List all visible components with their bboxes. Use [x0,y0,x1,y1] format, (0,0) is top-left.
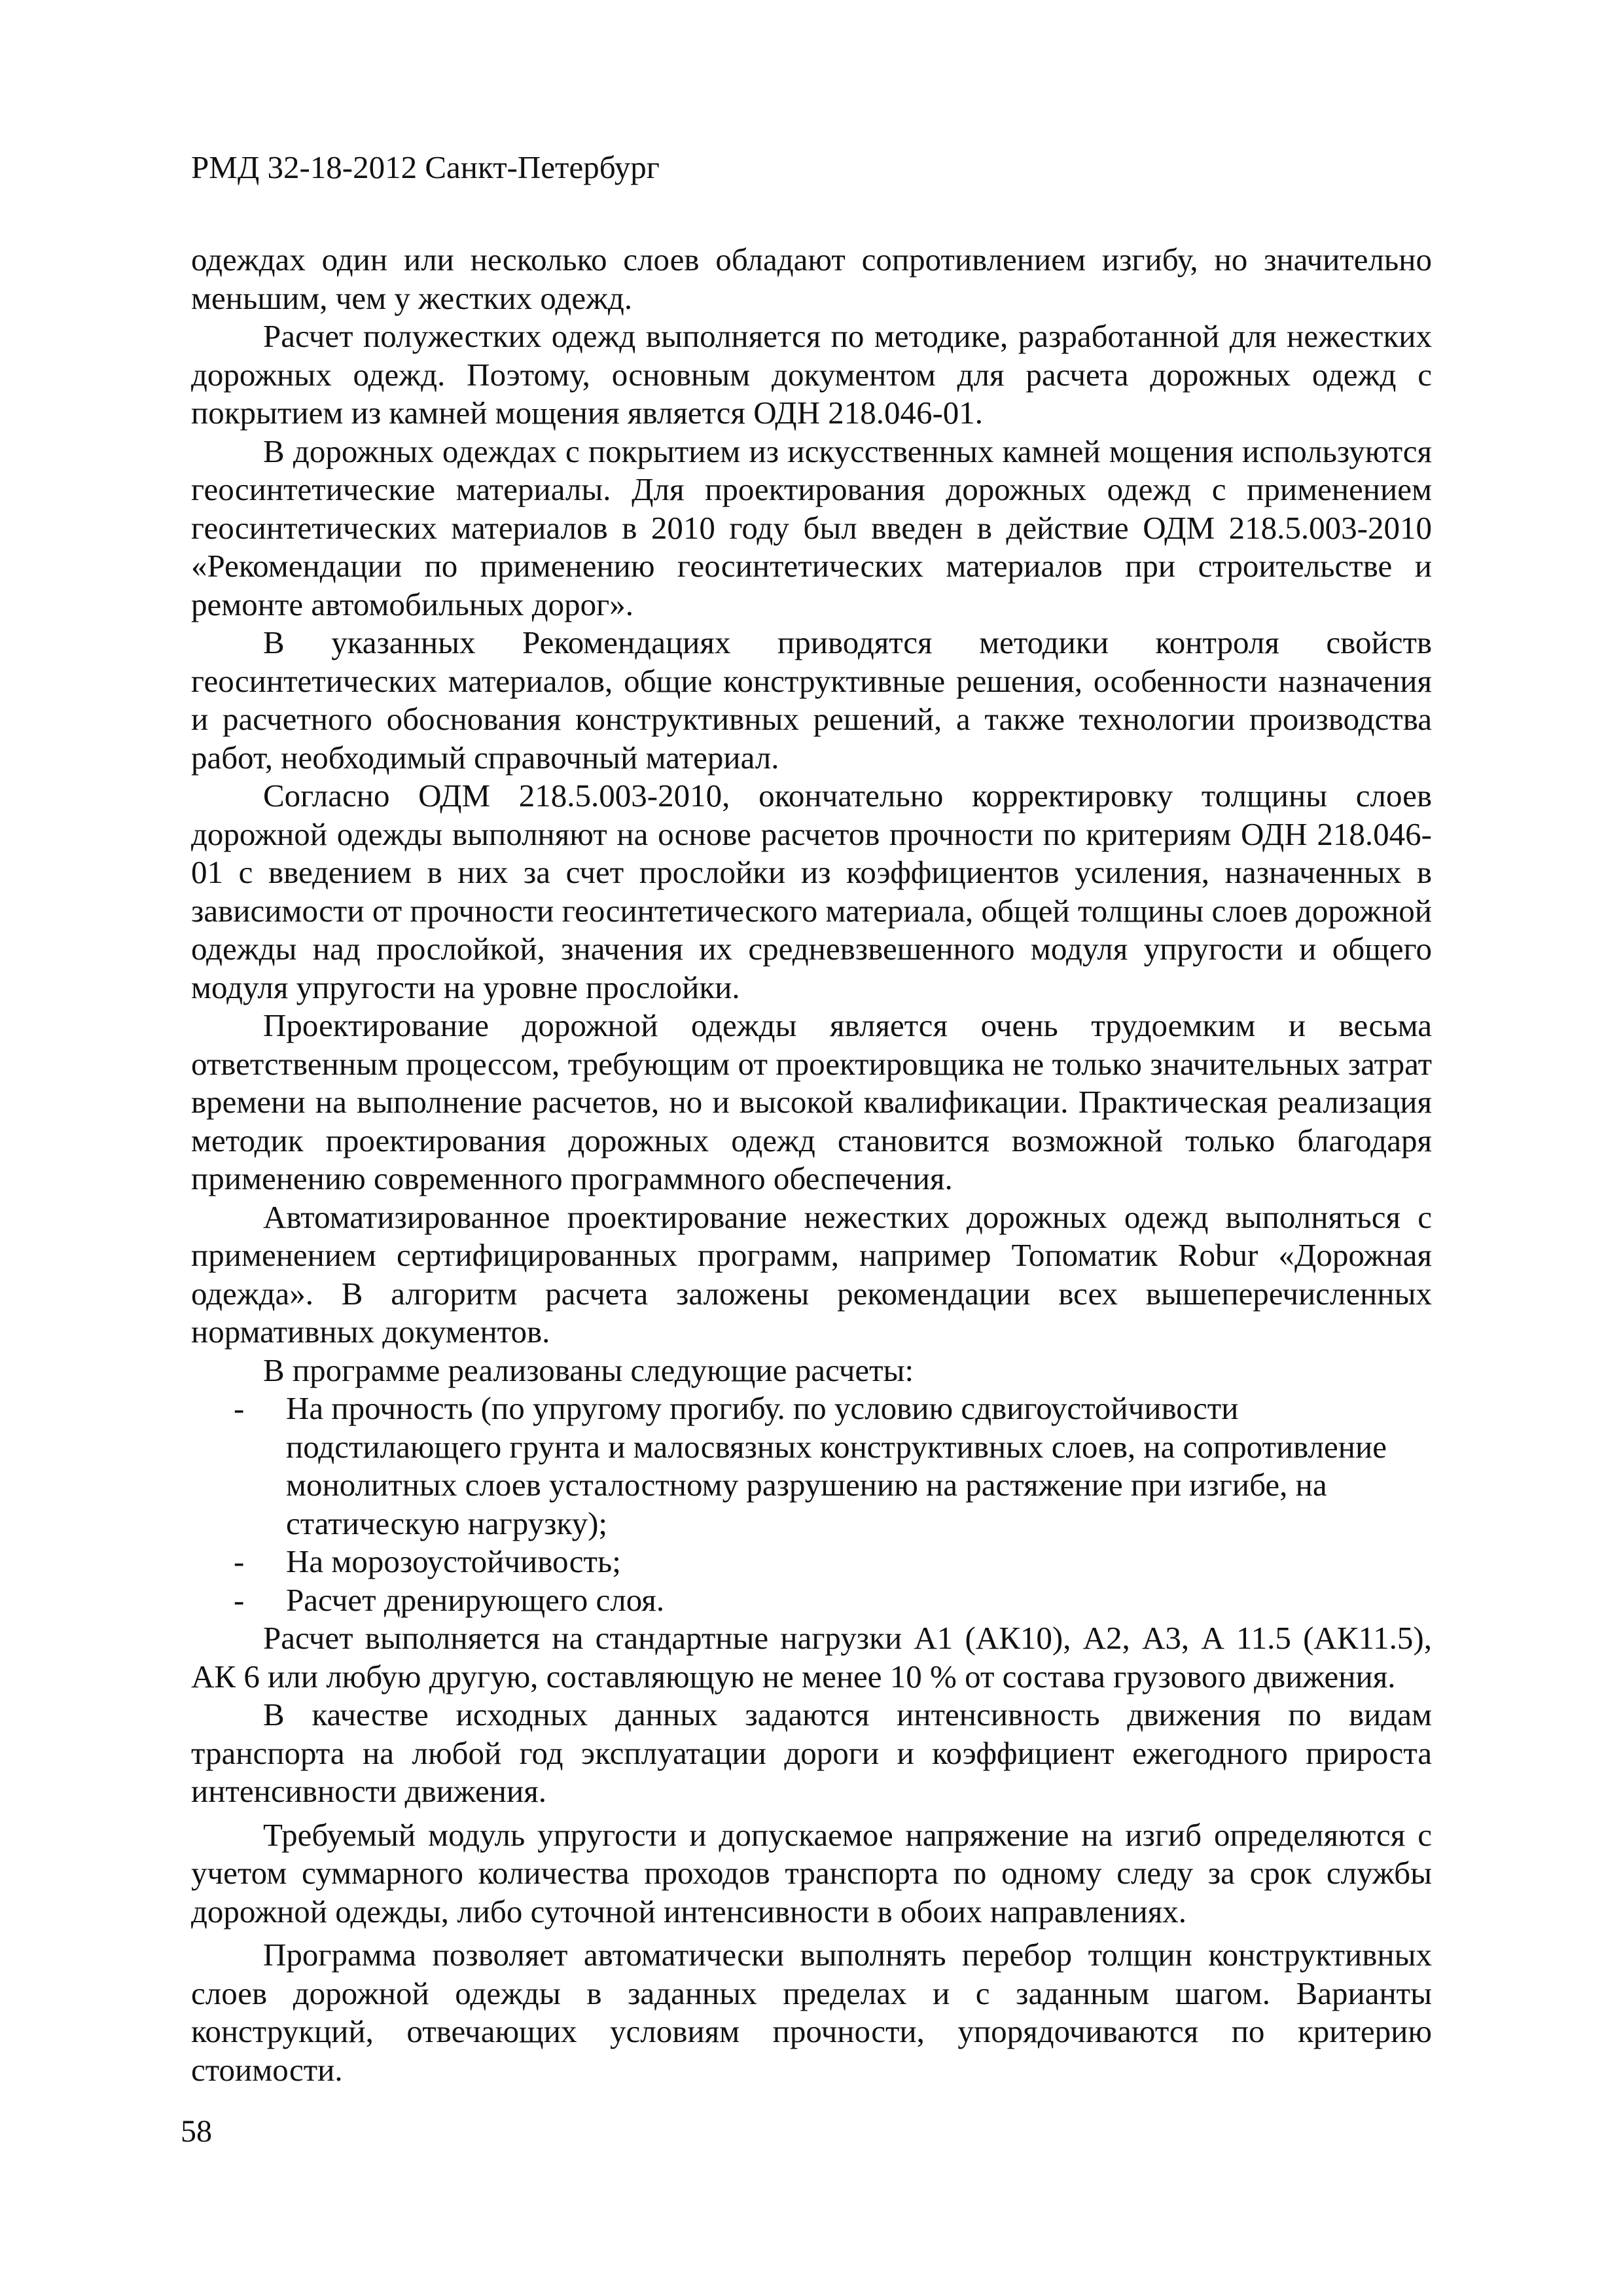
list-item [191,1390,1432,1543]
calculation-list [191,1390,1432,1619]
list-marker: - [234,1543,245,1579]
paragraph: Программа позволяет автоматически выполнять перебор толщин конструктивных слоев дорожной одежды в заданных пределах и с заданным шагом. Варианты конструкций, отвечающих условиям прочности, упорядочиваются по критерию стоимости. [191,1937,1432,2088]
running-header: РМД 32-18-2012 Санкт-Петербург [191,149,660,185]
paragraph: Расчет полужестких одежд выполняется по методике, разработанной для нежестких дорожных одежд. Поэтому, основным документом для расчета дорожных одежд с покрытием из камней мощения является ОДН 218.046-01. [191,318,1432,431]
list-marker: - [234,1581,245,1618]
paragraph: Автоматизированное проектирование нежестких дорожных одежд выполняться с применением сертифицированных программ, например Топоматик Robur «Дорожная одежда». В алгоритм расчета заложены рекомендации всех вышеперечисленных нормативных документов. [191,1198,1432,1350]
paragraph-continuation: одеждах один или несколько слоев обладают сопротивлением изгибу, но значительно меньшим, чем у жестких одежд. [191,242,1432,316]
list-item [191,1543,1432,1581]
page-number: 58 [181,2114,212,2149]
list-intro: В программе реализованы следующие расчеты: [263,1352,914,1388]
paragraph: Требуемый модуль упругости и допускаемое напряжение на изгиб определяются с учетом суммарного количества проходов транспорта по одному следу за срок службы дорожной одежды, либо суточной интенсивности в обоих направлениях. [191,1816,1432,1929]
list-item-text: Расчет дренирующего слоя. [286,1581,665,1618]
list-item-text: На прочность (по упругому прогибу. по условию сдвигоустойчивости подстилающего грунта и малосвязных конструктивных слоев, на сопротивление монолитных слоев усталостному разрушению на растяжение при изгибе, на статическую нагрузку); [286,1390,1387,1541]
body-text [191,241,1432,2089]
list-item-text: На морозоустойчивость; [286,1543,621,1579]
paragraph: Проектирование дорожной одежды является очень трудоемким и весьма ответственным процессом, требующим от проектировщика не только значительных затрат времени на выполнение расчетов, но и высокой квалификации. Практическая реализация методик проектирования дорожных одежд становится возможной только благодаря применению современного программного обеспечения. [191,1007,1432,1196]
paragraph: В качестве исходных данных задаются интенсивность движения по видам транспорта на любой год эксплуатации дороги и коэффициент ежегодного прироста интенсивности движения. [191,1696,1432,1809]
paragraph: Согласно ОДМ 218.5.003-2010, окончательно корректировку толщины слоев дорожной одежды выполняют на основе расчетов прочности по критериям ОДН 218.046-01 с введением в них за счет прослойки из коэффициентов усиления, назначенных в зависимости от прочности геосинтетического материала, общей толщины слоев дорожной одежды над прослойкой, значения их средневзвешенного модуля упругости и общего модуля упругости на уровне прослойки. [191,778,1432,1005]
paragraph: В дорожных одеждах с покрытием из искусственных камней мощения используются геосинтетические материалы. Для проектирования дорожных одежд с применением геосинтетических материалов в 2010 году был введен в действие ОДМ 218.5.003-2010 «Рекомендации по применению геосинтетических материалов при строительстве и ремонте автомобильных дорог». [191,433,1432,622]
paragraph: В указанных Рекомендациях приводятся методики контроля свойств геосинтетических материалов, общие конструктивные решения, особенности назначения и расчетного обоснования конструктивных решений, а также технологии производства работ, необходимый справочный материал. [191,624,1432,776]
list-item [191,1581,1432,1620]
paragraph: Расчет выполняется на стандартные нагрузки А1 (АК10), А2, А3, А 11.5 (АК11.5), АК 6 или любую другую, составляющую не менее 10 % от состава грузового движения. [191,1620,1432,1695]
list-marker: - [234,1390,245,1426]
